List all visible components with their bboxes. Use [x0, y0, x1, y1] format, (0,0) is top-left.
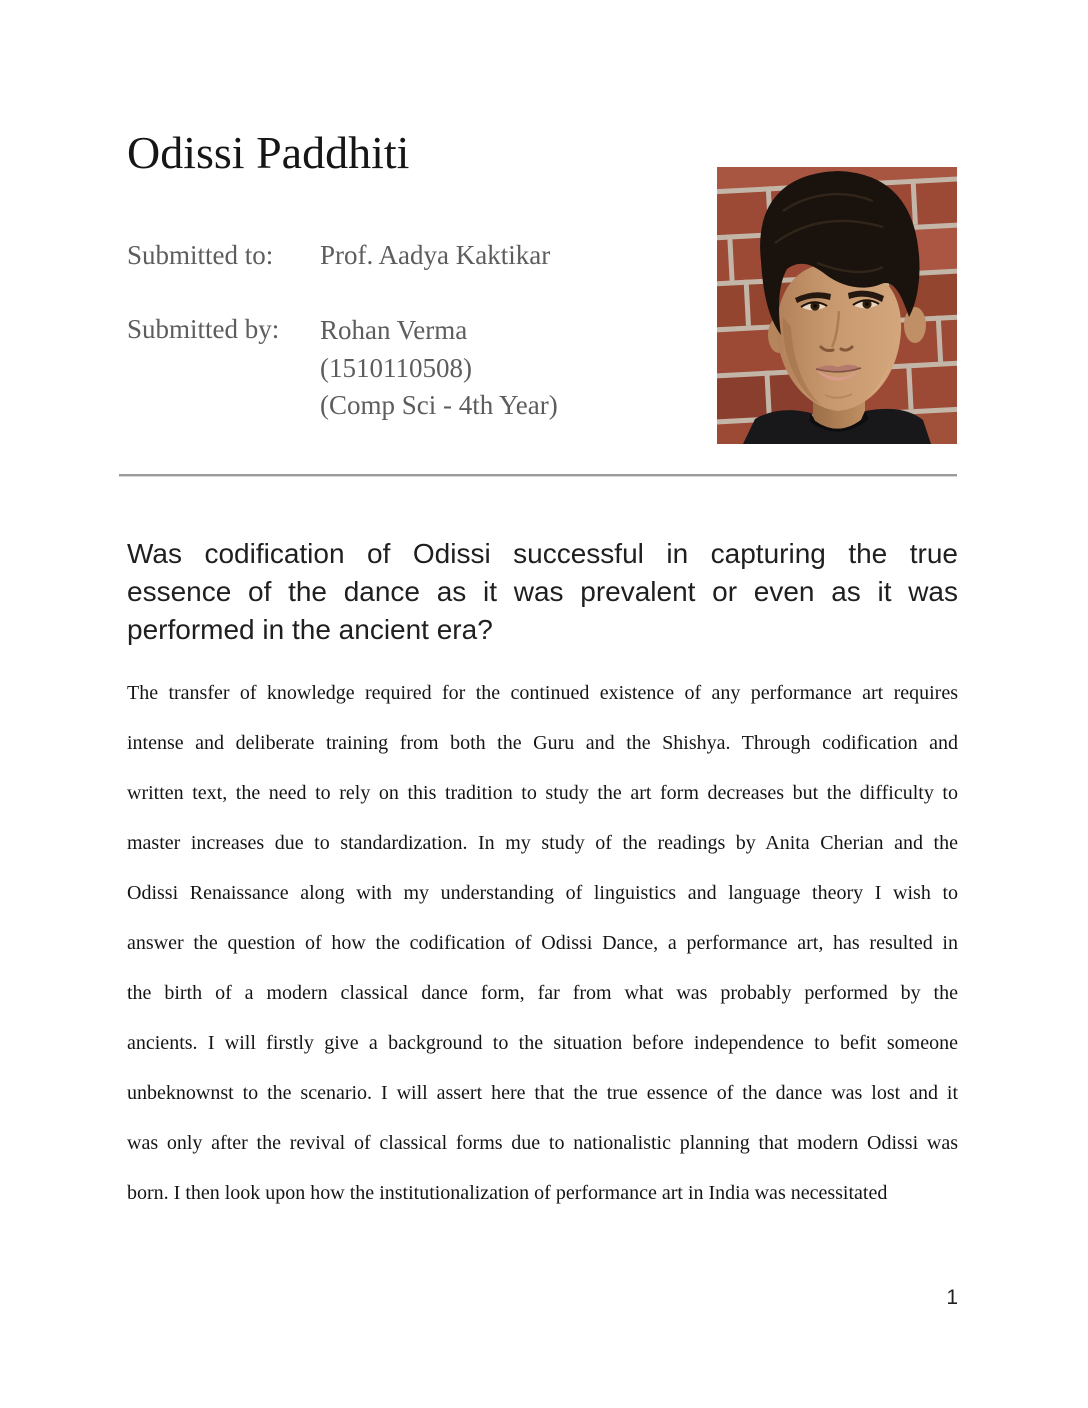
- submitted-to-value: Prof. Aadya Kaktikar: [320, 240, 551, 270]
- portrait-photo: [717, 167, 957, 444]
- body-line: The transfer of knowledge required for the continued existence of any performance art requires: [127, 682, 958, 704]
- horizontal-divider: [119, 474, 957, 477]
- body-line: answer the question of how the codification of Odissi Dance, a performance art, has resulted in: [127, 932, 958, 954]
- body-paragraph: [127, 668, 958, 1218]
- submitted-by-program: (Comp Sci - 4th Year): [320, 390, 558, 420]
- right-ear: [904, 307, 926, 343]
- submitted-by-roll-number: (1510110508): [320, 352, 472, 383]
- submitted-by-name: Rohan Verma: [320, 315, 468, 345]
- submitted-by-label: Submitted by:: [127, 314, 280, 344]
- submitted-by-values: [320, 312, 558, 425]
- question-heading-line: performed in the ancient era?: [127, 614, 493, 645]
- body-line: the birth of a modern classical dance form, far from what was probably performed by the: [127, 982, 958, 1004]
- body-line: was only after the revival of classical forms due to nationalistic planning that modern Odissi was: [127, 1132, 958, 1154]
- submitted-to-row: [127, 238, 550, 272]
- question-heading-line: Was codification of Odissi successful in capturing the true: [127, 538, 958, 569]
- body-line: intense and deliberate training from both the Guru and the Shishya. Through codification and: [127, 732, 958, 754]
- body-line: Odissi Renaissance along with my understanding of linguistics and language theory I wish to: [127, 882, 958, 904]
- submitted-to-label: Submitted to:: [127, 240, 274, 270]
- body-line: born. I then look upon how the institutionalization of performance art in India was necessitated: [127, 1182, 888, 1204]
- body-line: written text, the need to rely on this tradition to study the art form decreases but the difficulty to: [127, 782, 958, 804]
- body-line: unbeknownst to the scenario. I will assert here that the true essence of the dance was lost and it: [127, 1082, 958, 1104]
- submitted-by-row: [127, 312, 558, 425]
- body-line: master increases due to standardization. In my study of the readings by Anita Cherian and the: [127, 832, 958, 854]
- portrait-photo-graphic: [717, 167, 957, 444]
- body-line: ancients. I will firstly give a background to the situation before independence to befit someone: [127, 1032, 958, 1054]
- question-heading-line: essence of the dance as it was prevalent or even as it was: [127, 576, 958, 607]
- page-title: Odissi Paddhiti: [127, 127, 410, 178]
- page-number: 1: [946, 1286, 958, 1309]
- question-heading: [127, 535, 958, 649]
